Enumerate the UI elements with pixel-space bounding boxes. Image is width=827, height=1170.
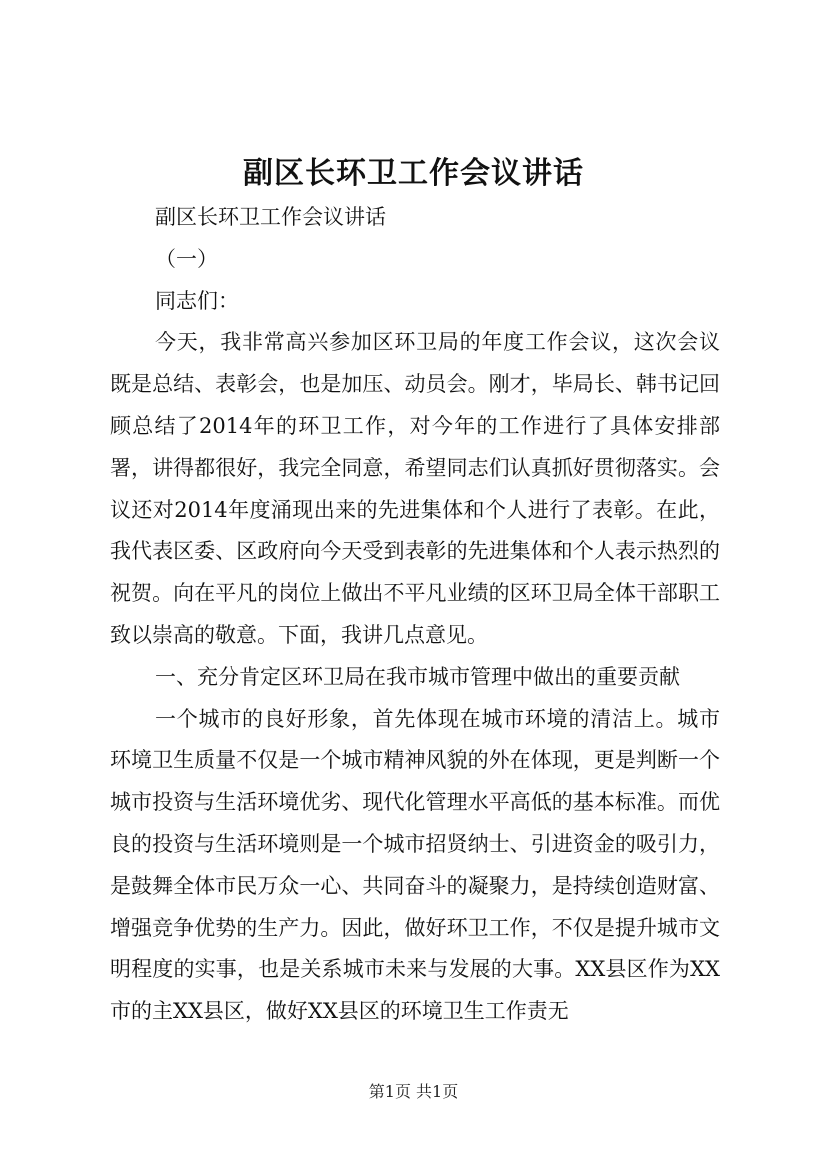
opening-paragraph: 今天，我非常高兴参加区环卫局的年度工作会议，这次会议既是总结、表彰会，也是加压、动员会。刚才，毕局长、韩书记回顾总结了2014年的环卫工作，对今年的工作进行了具体安排部署，讲得都很好，我完全同意，希望同志们认真抓好贯彻落实。会议还对2014年度涌现出来的先进集体和个人进行了表彰。在此，我代表区委、区政府向今天受到表彰的先进集体和个人表示热烈的祝贺。向在平凡的岗位上做出不平凡业绩的区环卫局全体干部职工致以崇高的敬意。下面，我讲几点意见。	[110, 330, 720, 647]
document-title: 副区长环卫工作会议讲话	[243, 156, 584, 191]
subtitle-paragraph: 副区长环卫工作会议讲话	[155, 205, 386, 229]
page-footer: 第1页 共1页	[368, 1082, 459, 1101]
section-number-paragraph: （一）	[155, 246, 218, 271]
document-body	[110, 197, 720, 1033]
section-heading: 一、充分肯定区环卫局在我市城市管理中做出的重要贡献	[155, 664, 680, 689]
salutation-paragraph: 同志们：	[155, 288, 239, 313]
body-paragraph: 一个城市的良好形象，首先体现在城市环境的清洁上。城市环境卫生质量不仅是一个城市精神风貌的外在体现，更是判断一个城市投资与生活环境优劣、现代化管理水平高低的基本标准。而优良的投资与生活环境则是一个城市招贤纳士、引进资金的吸引力，是鼓舞全体市民万众一心、共同奋斗的凝聚力，是持续创造财富、增强竞争优势的生产力。因此，做好环卫工作，不仅是提升城市文明程度的实事，也是关系城市未来与发展的大事。XX县区作为XX市的主XX县区，做好XX县区的环境卫生工作责无	[110, 706, 720, 1024]
